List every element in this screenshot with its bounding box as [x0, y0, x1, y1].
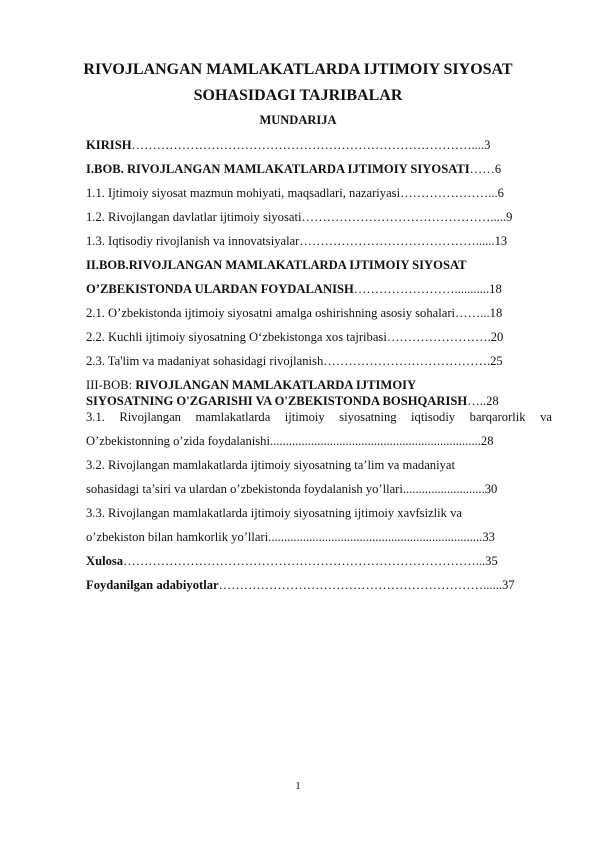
toc-page: 6	[494, 162, 502, 176]
toc-label: 2.3. Ta'lim va madaniyat sohasidagi rivojlanish	[86, 354, 324, 368]
toc-entry-bob2-line2[interactable]	[86, 281, 552, 297]
toc-label: o’zbekiston bilan hamkorlik yo’llari	[86, 530, 269, 544]
toc-label: 1.1. Ijtimoiy siyosat mazmun mohiyati, maqsadlari, nazariyasi	[86, 186, 401, 200]
toc-entry-1-3[interactable]	[86, 233, 552, 249]
toc-entry-3-3-line1[interactable]: 3.3. Rivojlangan mamlakatlarda ijtimoiy siyosatning ijtimoiy xavfsizlik va	[86, 506, 463, 520]
toc-label: 2.2. Kuchli ijtimoiy siyosatning O‘zbekistonga xos tajribasi	[86, 330, 387, 344]
toc-label: O’ZBEKISTONDA ULARDAN FOYDALANISH	[86, 282, 354, 296]
toc-entry-bob1[interactable]	[86, 161, 552, 177]
toc-leader: ...................................................................	[269, 434, 481, 448]
toc-page: ......13	[475, 234, 508, 248]
toc-entry-3-2-line2[interactable]	[86, 481, 552, 497]
toc-page: .25	[486, 354, 503, 368]
toc-entry-3-1-line1[interactable]: 3.1. Rivojlangan mamlakatlarda ijtimoiy siyosatning iqtisodiy barqarorlik va	[86, 410, 552, 424]
toc-entry-3-1-line2[interactable]	[86, 433, 552, 449]
toc-page: 30	[484, 482, 498, 496]
toc-entry-xulosa[interactable]	[86, 553, 552, 569]
toc-label: 2.1. O’zbekistonda ijtimoiy siyosatni amalga oshirishning asosiy sohalari	[86, 306, 456, 320]
toc-label: 1.3. Iqtisodiy rivojlanish va innovatsiyalar	[86, 234, 300, 248]
toc-entry-adabiyotlar[interactable]	[86, 577, 552, 593]
toc-entry-bob3-line1[interactable]	[86, 377, 552, 393]
toc-leader: ....................................................................	[268, 530, 483, 544]
toc-page: 28	[480, 434, 494, 448]
toc-entry-1-2[interactable]	[86, 209, 552, 225]
toc-page: ......37	[483, 578, 515, 592]
document-title-line2: SOHASIDAGI TAJRIBALAR	[193, 87, 403, 104]
toc-page: ..3	[477, 138, 491, 152]
toc-page: ..........18	[457, 282, 502, 296]
toc-leader: ……	[469, 162, 495, 176]
toc-entry-bob2-line1[interactable]: II.BOB.RIVOJLANGAN MAMLAKATLARDA IJTIMOIY SIYOSAT	[86, 258, 467, 272]
toc-leader: …	[467, 394, 480, 408]
document-title-line1: RIVOJLANGAN MAMLAKATLARDA IJTIMOIY SIYOSAT	[83, 61, 513, 78]
toc-page: ..28	[479, 394, 499, 408]
toc-label: SIYOSATNING O'ZGARISHI VA O'ZBEKISTONDA BOSHQARISH	[86, 394, 468, 408]
toc-label: KIRISH	[86, 138, 132, 152]
toc-entry-3-2-line1[interactable]: 3.2. Rivojlangan mamlakatlarda ijtimoiy siyosatning ta’lim va madaniyat	[86, 458, 455, 472]
toc-label: RIVOJLANGAN MAMLAKATLARDA IJTIMOIY	[135, 378, 417, 392]
toc-page: ....9	[493, 210, 513, 224]
toc-leader: ………………………………………………………	[218, 578, 484, 592]
toc-leader: ..........................	[402, 482, 485, 496]
toc-leader: ……………………	[386, 330, 488, 344]
toc-leader: ……………………………………….	[301, 210, 494, 224]
toc-entry-2-1[interactable]	[86, 305, 552, 321]
toc-entry-2-3[interactable]	[86, 353, 552, 369]
toc-page: ...35	[475, 554, 498, 568]
toc-leader: ……	[455, 306, 481, 320]
toc-entry-bob3-line2[interactable]	[86, 393, 552, 409]
toc-page: 33	[482, 530, 495, 544]
toc-entry-3-3-line2[interactable]	[86, 529, 552, 545]
toc-entry-kirish[interactable]	[86, 137, 552, 153]
toc-label: 1.2. Rivojlangan davlatlar ijtimoiy siyosati	[86, 210, 302, 224]
toc-label: sohasidagi ta’siri va ulardan o’zbekistonda foydalanish yo’llari	[86, 482, 403, 496]
page-number: 1	[295, 780, 301, 792]
toc-leader: ………………………………………………………………………..	[131, 138, 478, 152]
toc-label: Foydanilgan adabiyotlar	[86, 578, 219, 592]
toc-entry-1-1[interactable]	[86, 185, 552, 201]
toc-label: Xulosa	[86, 554, 124, 568]
toc-label: O’zbekistonning o’zida foydalanishi	[86, 434, 270, 448]
toc-leader: …………………..	[400, 186, 495, 200]
toc-page: ...18	[480, 306, 503, 320]
toc-page: .6	[494, 186, 504, 200]
toc-leader: ……………………………………	[299, 234, 476, 248]
toc-leader: …………………………………	[323, 354, 487, 368]
toc-leader: …………………….	[353, 282, 458, 296]
toc-entry-2-2[interactable]	[86, 329, 552, 345]
toc-heading: MUNDARIJA	[259, 113, 337, 127]
toc-leader: …………………………………………………………………………	[123, 554, 476, 568]
toc-label: I.BOB. RIVOJLANGAN MAMLAKATLARDA IJTIMOIY SIYOSATI	[86, 162, 470, 176]
toc-page: .20	[487, 330, 504, 344]
toc-chapter-prefix: III-BOB:	[86, 378, 136, 392]
